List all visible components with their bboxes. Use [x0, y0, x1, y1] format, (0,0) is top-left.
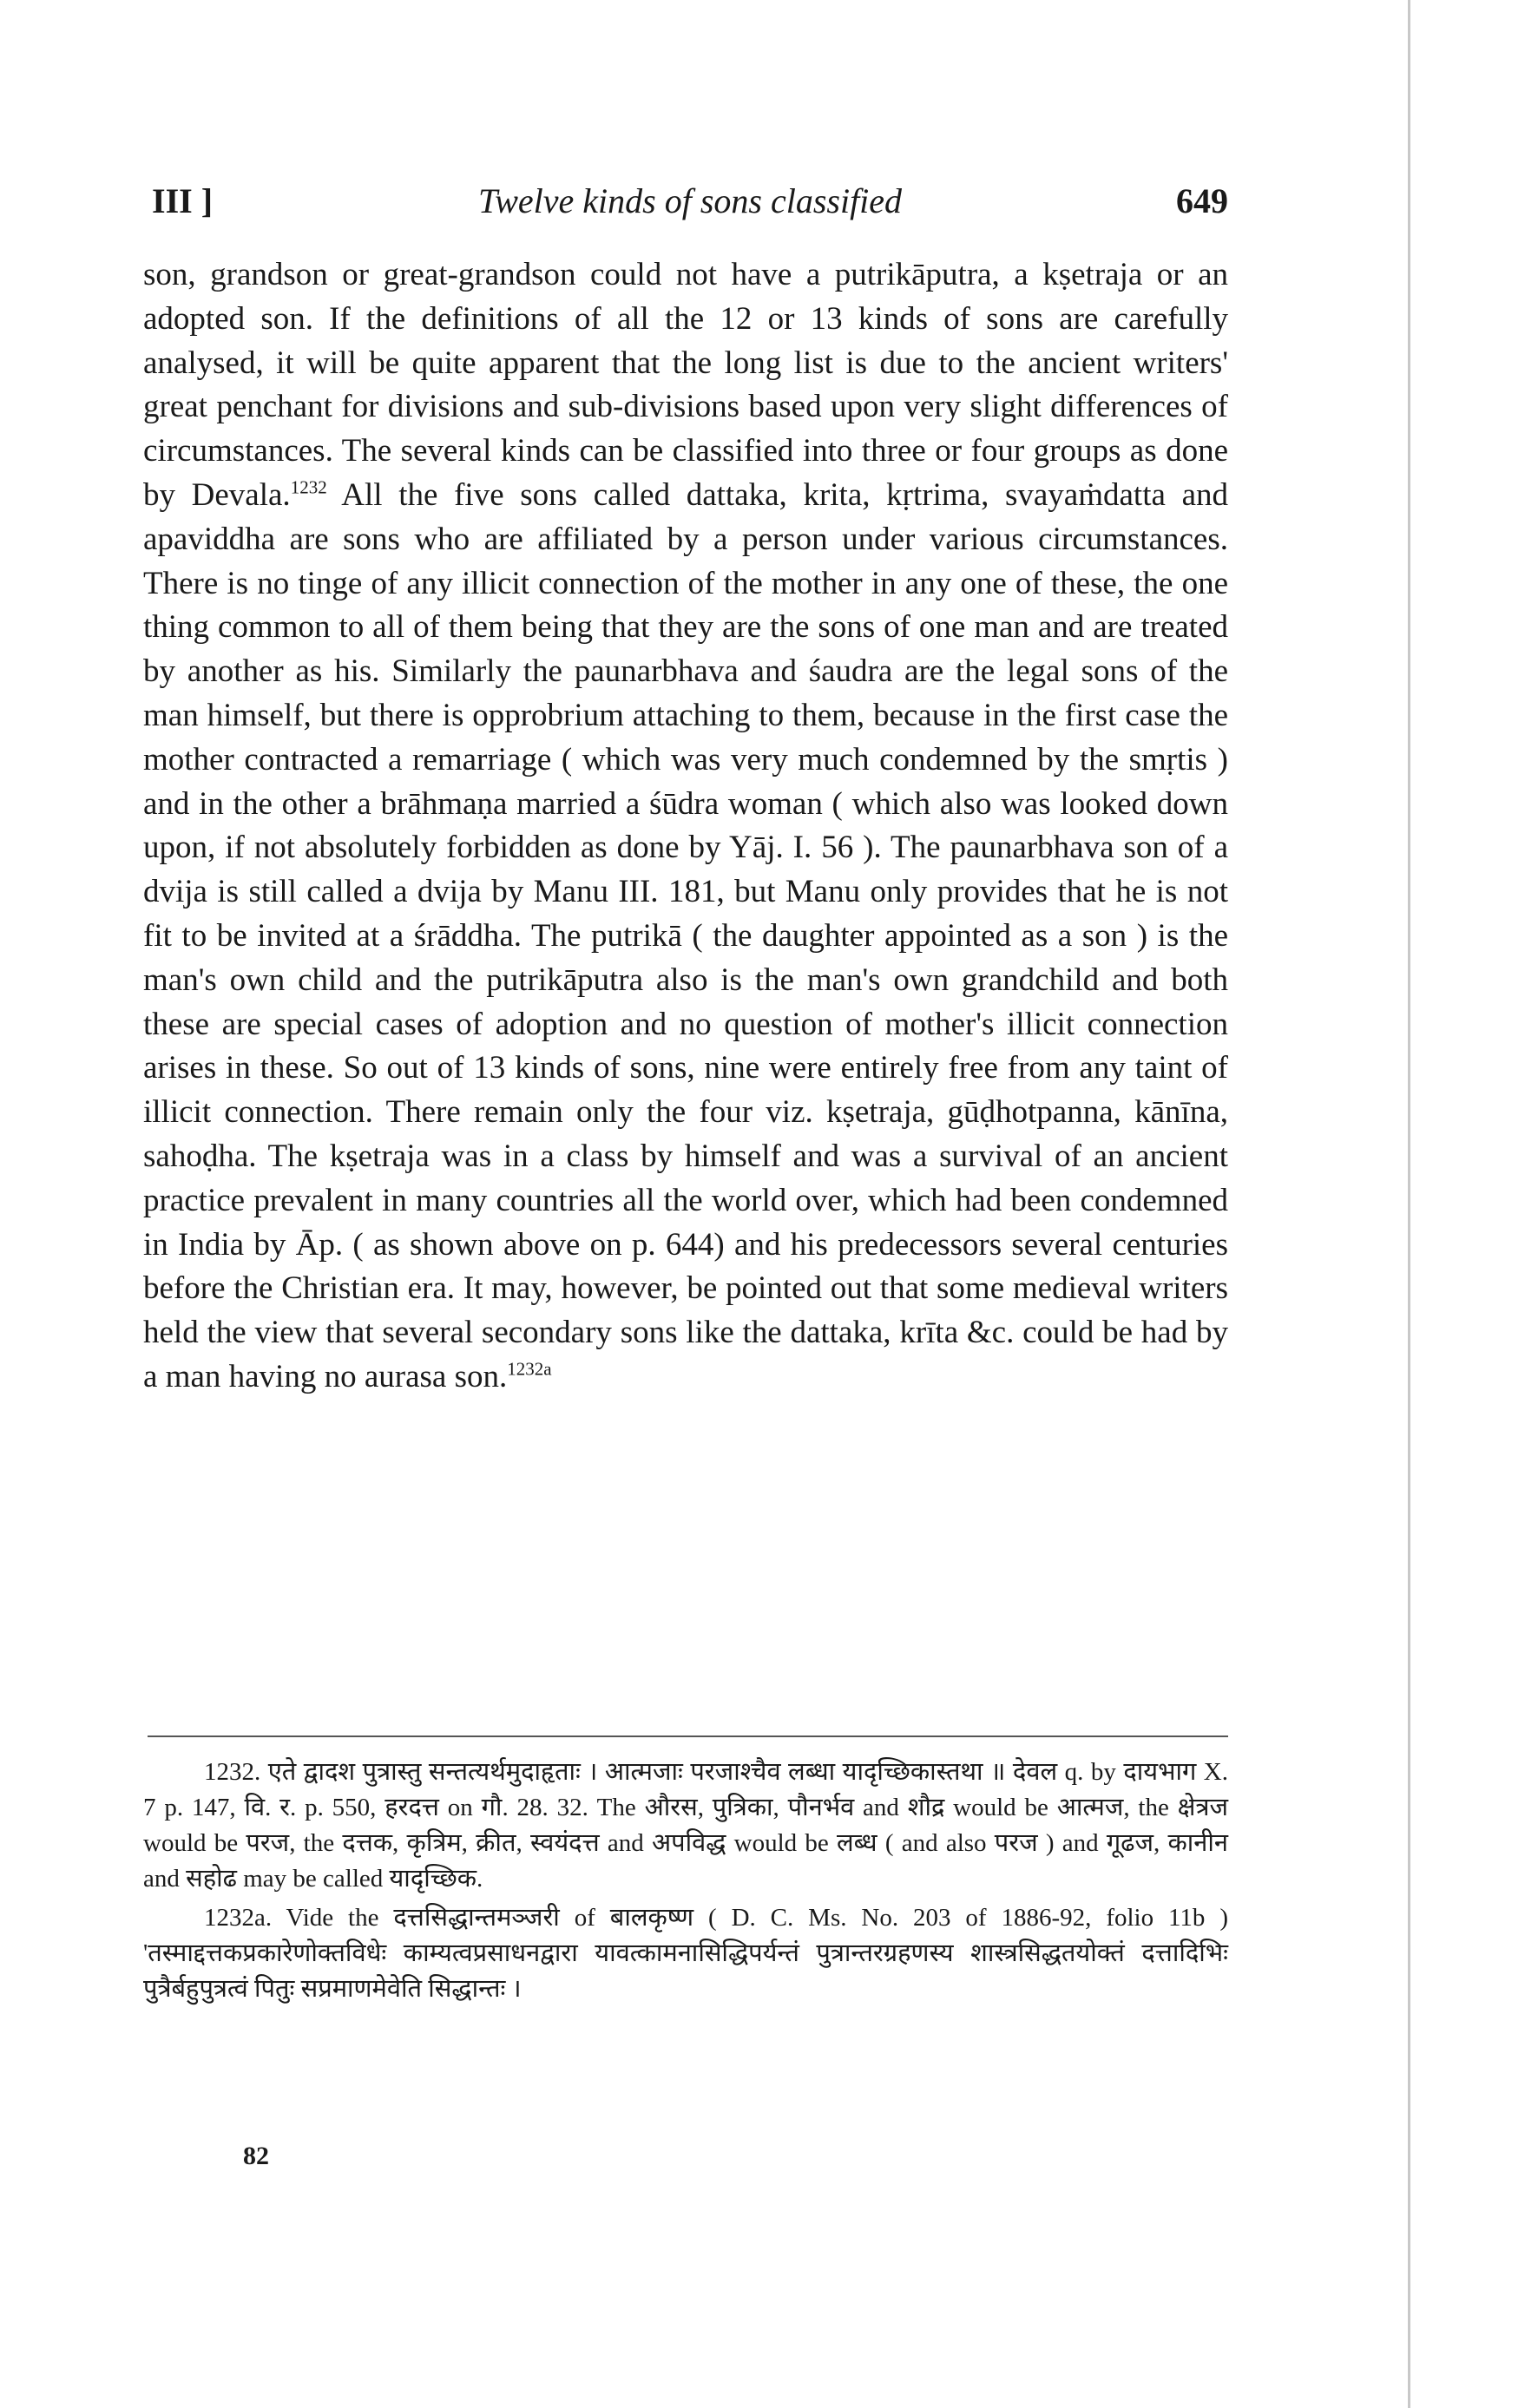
body-paragraph: [143, 253, 1228, 1400]
running-title: Twelve kinds of sons classified: [477, 181, 903, 220]
signature-mark: 82: [243, 2142, 269, 2170]
footnote-ref-1232: 1232: [290, 476, 327, 498]
footnote-1232a: 1232a. Vide the दत्तसिद्धान्तमञ्जरी of बालकृष्ण ( D. C. Ms. No. 203 of 1886-92, folio 11b ) 'तस्माद्दत्तकप्रकारेणोक्तविधेः काम्यत्वप्रसाधनद्वारा यावत्कामनासिद्धिपर्यन्तं पुत्रान्तरग्रहणस्य शास्त्रसिद्धतयोक्तं दत्तादिभिः पुत्रैर्बहुपुत्रत्वं पितुः सप्रमाणमेवेति सिद्धान्तः ।: [143, 1904, 1228, 2003]
body-text-part-1: son, grandson or great-grandson could not have a putrikāputra, a kṣetraja or an adopted son. If the definitions of all the 12 or 13 kinds of sons are carefully analysed, it will be quite apparent that the long list is due to the ancient writers' great penchant for divisions and sub-divisions based upon very slight differences of circumstances. The several kinds can be classified into three or four groups as done by Devala.: [143, 257, 1228, 513]
page-number: 649: [1176, 181, 1228, 220]
chapter-number: III ]: [152, 181, 214, 220]
footnote-1232: 1232. एते द्वादश पुत्रास्तु सन्तत्यर्थमुदाहृताः । आत्मजाः परजाश्चैव लब्धा यादृच्छिकास्तथा ॥ देवल q. by दायभाग X. 7 p. 147, वि. र. p. 550, हरदत्त on गौ. 28. 32. The औरस, पुत्रिका, पौनर्भव and शौद्र would be आत्मज, the क्षेत्रज would be परज, the दत्तक, कृत्रिम, क्रीत, स्वयंदत्त and अपविद्ध would be लब्ध ( and also परज ) and गूढज, कानीन and सहोढ may be called यादृच्छिक.: [143, 1758, 1228, 1893]
footnote-ref-1232a: 1232a: [507, 1358, 552, 1380]
page-header: [152, 180, 1228, 229]
footnotes: [143, 1755, 1228, 2011]
page-edge-line: [1408, 0, 1410, 2408]
body-text: [143, 253, 1228, 1400]
body-text-part-2: All the five sons called dattaka, krita, kṛtrima, svayaṁdatta and apaviddha are sons who are affiliated by a person under various circumstances. There is no tinge of any illicit connection of the mother in any one of these, the one thing common to all of them being that they are the sons of one man and are treated by another as his. Similarly the paunarbhava and śaudra are the legal sons of the man himself, but there is opprobrium attaching to them, because in the first case the mother contracted a remarriage ( which was very much condemned by the smṛtis ) and in the other a brāhmaṇa married a śūdra woman ( which also was looked down upon, if not absolutely forbidden as done by Yāj. I. 56 ). The paunarbhava son of a dvija is still called a dvija by Manu III. 181, but Manu only provides that he is not fit to be invited at a śrāddha. The putrikā ( the daughter appointed as a son ) is the man's own child and the putrikāputra also is the man's own grandchild and both these are special cases of adoption and no question of mother's illicit connection arises in these. So out of 13 kinds of sons, nine were entirely free from any taint of illicit connection. There remain only the four viz. kṣetraja, gūḍhotpanna, kānīna, sahoḍha. The kṣetraja was in a class by himself and was a survival of an ancient practice prevalent in many countries all the world over, which had been condemned in India by Āp. ( as shown above on p. 644) and his predecessors several centuries before the Christian era. It may, however, be pointed out that some medieval writers held the view that several secondary sons like the dattaka, krīta &c. could be had by a man having no aurasa son.: [143, 476, 1228, 1394]
footnote-divider: [148, 1735, 1228, 1737]
